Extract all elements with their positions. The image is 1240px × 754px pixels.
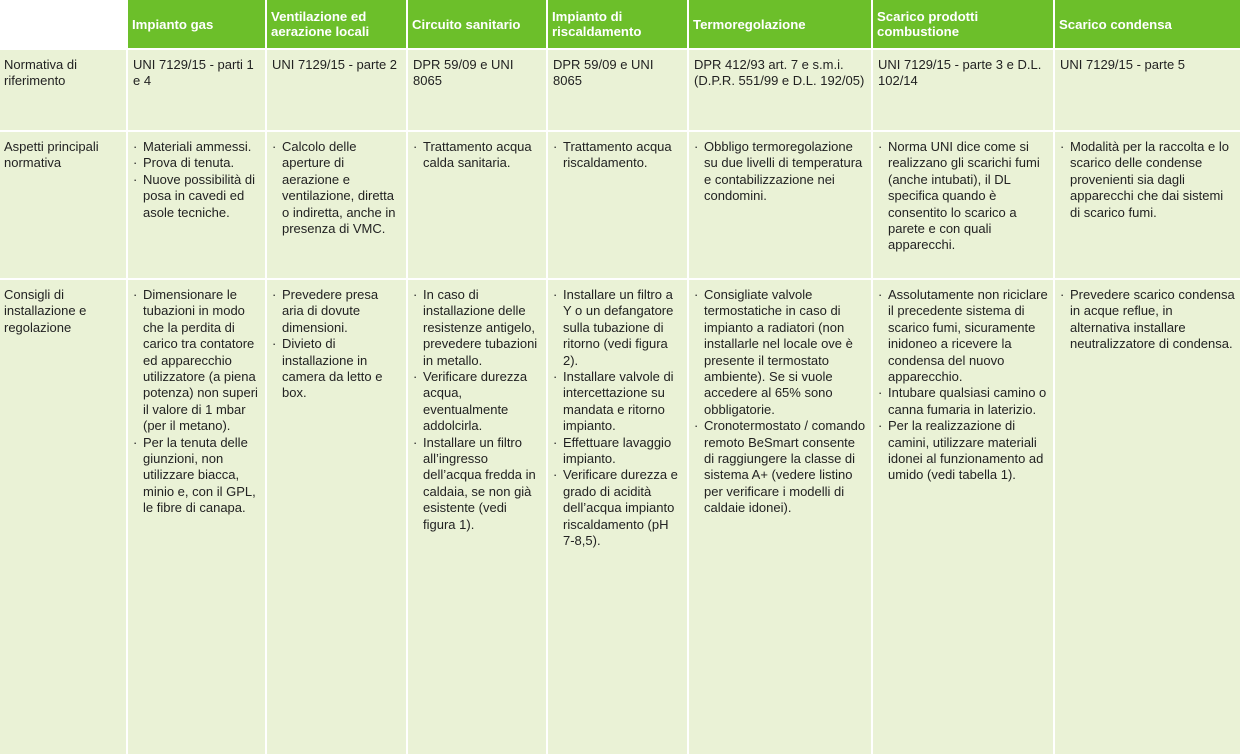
row-header: Aspetti principali normativa xyxy=(0,130,128,278)
col-header-ventilazione: Ventilazione ed aerazione locali xyxy=(267,0,408,48)
list-item: · Calcolo delle aperture di aerazione e ventilazione, diretta o indiretta, anche in presenza di VMC. xyxy=(272,139,402,237)
col-header-impianto-gas: Impianto gas xyxy=(128,0,267,48)
table-cell xyxy=(267,278,408,754)
table-cell xyxy=(408,278,548,754)
list-item: · Installare un filtro all’ingresso dell’acqua fredda in caldaia, se non già esistente (vedi figura 1). xyxy=(413,435,542,533)
col-header-impianto-riscaldamento: Impianto di riscaldamento xyxy=(548,0,689,48)
table-cell xyxy=(408,130,548,278)
row-header: Consigli di installazione e regolazione xyxy=(0,278,128,754)
table-cell xyxy=(1055,130,1240,278)
table-row-normativa xyxy=(0,48,1240,130)
list-item: · Effettuare lavaggio impianto. xyxy=(553,435,683,468)
list-item: · Divieto di installazione in camera da letto e box. xyxy=(272,336,402,402)
table-row-aspetti xyxy=(0,130,1240,278)
table-cell xyxy=(267,130,408,278)
list-item: · Installare un filtro a Y o un defangatore sulla tubazione di ritorno (vedi figura 2). xyxy=(553,287,683,369)
table-cell xyxy=(873,278,1055,754)
table-cell xyxy=(1055,278,1240,754)
list-item: · Trattamento acqua calda sanitaria. xyxy=(413,139,542,172)
table-cell xyxy=(548,130,689,278)
list-item: · Verificare durezza e grado di acidità dell’acqua impianto riscaldamento (pH 7-8,5). xyxy=(553,467,683,549)
list-item: · Materiali ammessi. xyxy=(133,139,261,155)
list-item: · Cronotermostato / comando remoto BeSmart consente di raggiungere la classe di sistema A+ (vedere listino per verificare i modelli di caldaie idonei). xyxy=(694,418,867,516)
table-row-consigli xyxy=(0,278,1240,754)
table-cell: DPR 59/09 e UNI 8065 xyxy=(408,48,548,130)
list-item: · Prova di tenuta. xyxy=(133,155,261,171)
col-header-termoregolazione: Termoregolazione xyxy=(689,0,873,48)
list-item: · Assolutamente non riciclare il precedente sistema di scarico fumi, sicuramente inidoneo a ricevere la condensa del nuovo apparecchio. xyxy=(878,287,1049,385)
list-item: · Prevedere presa aria di dovute dimensioni. xyxy=(272,287,402,336)
list-item: · Per la tenuta delle giunzioni, non utilizzare biacca, minio e, con il GPL, le fibre di canapa. xyxy=(133,435,261,517)
table-cell xyxy=(128,278,267,754)
col-header-circuito-sanitario: Circuito sanitario xyxy=(408,0,548,48)
col-header-scarico-combustione: Scarico prodotti combustione xyxy=(873,0,1055,48)
table-cell xyxy=(689,130,873,278)
table-cell: UNI 7129/15 - parte 5 xyxy=(1055,48,1240,130)
list-item: · Obbligo termoregolazione su due livelli di temperatura e contabilizzazione nei condomini. xyxy=(694,139,867,205)
list-item: · Prevedere scarico condensa in acque reflue, in alternativa installare neutralizzatore di condensa. xyxy=(1060,287,1236,353)
table-cell: UNI 7129/15 - parte 2 xyxy=(267,48,408,130)
list-item: · Dimensionare le tubazioni in modo che la perdita di carico tra contatore ed apparecchio utilizzatore (a piena potenza) non superi il valore di 1 mbar (per il metano). xyxy=(133,287,261,435)
table-cell: DPR 412/93 art. 7 e s.m.i. (D.P.R. 551/99 e D.L. 192/05) xyxy=(689,48,873,130)
list-item: · Verificare durezza acqua, eventualmente addolcirla. xyxy=(413,369,542,435)
table-cell: UNI 7129/15 - parti 1 e 4 xyxy=(128,48,267,130)
table-cell xyxy=(689,278,873,754)
list-item: · Norma UNI dice come si realizzano gli scarichi fumi (anche intubati), il DL specifica quando è consentito lo scarico a parete e con quali apparecchi. xyxy=(878,139,1049,254)
list-item: · In caso di installazione delle resistenze antigelo, prevedere tubazioni in metallo. xyxy=(413,287,542,369)
table-cell xyxy=(548,278,689,754)
table-cell xyxy=(128,130,267,278)
col-header-scarico-condensa: Scarico condensa xyxy=(1055,0,1240,48)
table-cell: DPR 59/09 e UNI 8065 xyxy=(548,48,689,130)
row-header: Normativa di riferimento xyxy=(0,48,128,130)
table-cell: UNI 7129/15 - parte 3 e D.L. 102/14 xyxy=(873,48,1055,130)
list-item: · Intubare qualsiasi camino o canna fumaria in laterizio. xyxy=(878,385,1049,418)
table-cell xyxy=(873,130,1055,278)
list-item: · Per la realizzazione di camini, utilizzare materiali idonei al funzionamento ad umido (vedi tabella 1). xyxy=(878,418,1049,484)
list-item: · Installare valvole di intercettazione su mandata e ritorno impianto. xyxy=(553,369,683,435)
list-item: · Consigliate valvole termostatiche in caso di impianto a radiatori (non installarle nel locale ove è presente il termostato ambiente). Se si vuole accedere al 65% sono obbligatorie. xyxy=(694,287,867,418)
list-item: · Trattamento acqua riscaldamento. xyxy=(553,139,683,172)
list-item: · Nuove possibilità di posa in cavedi ed asole tecniche. xyxy=(133,172,261,221)
corner-cell xyxy=(0,0,128,48)
header-row xyxy=(0,0,1240,48)
list-item: · Modalità per la raccolta e lo scarico delle condense provenienti sia dagli apparecchi che dai sistemi di scarico fumi. xyxy=(1060,139,1236,221)
